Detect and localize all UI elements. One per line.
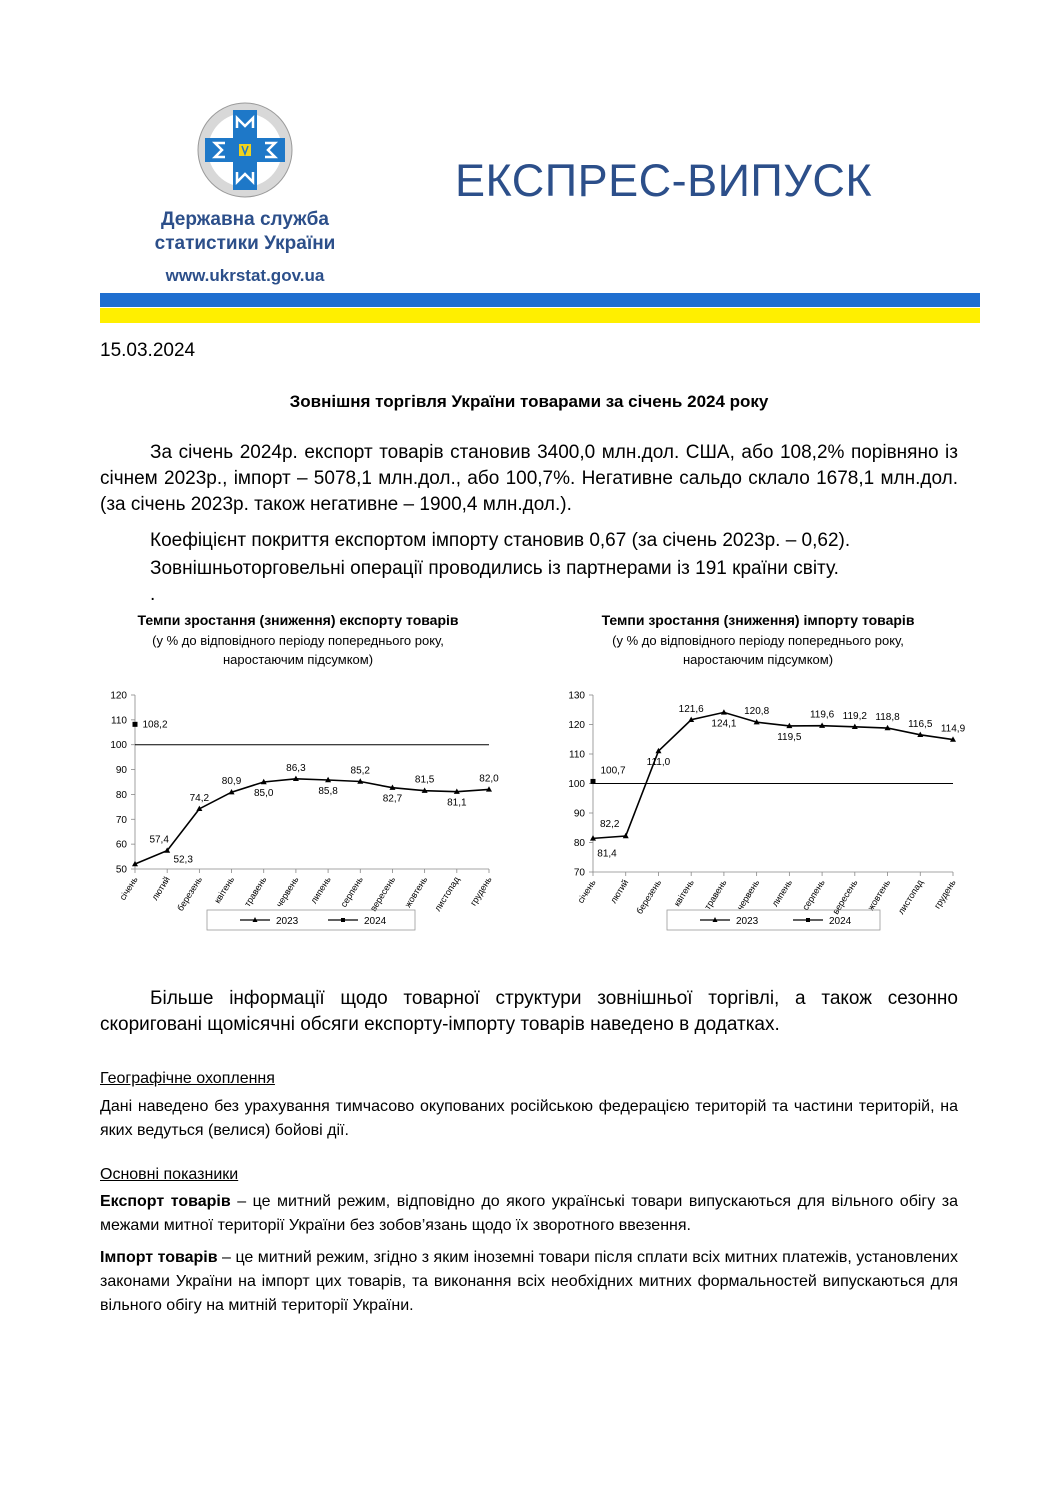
x-tick-label: грудень xyxy=(932,877,958,911)
y-tick-label: 70 xyxy=(573,867,585,879)
export-definition-text: – це митний режим, відповідно до якого українські товари випускаються для вільного обігу за межами митної території України без зобов’язань щодо їх зворотного ввезення. xyxy=(100,1193,959,1234)
data-label: 111,0 xyxy=(646,757,671,769)
flag-stripe-blue xyxy=(100,293,980,307)
partners-paragraph: Зовнішньоторговельні операції проводились із партнерами із 191 країни світу. xyxy=(150,558,839,579)
y-tick-label: 50 xyxy=(115,864,127,876)
website-link[interactable]: www.ukrstat.gov.ua xyxy=(165,266,325,285)
more-info-paragraph: Більше інформації щодо товарної структури зовнішньої торгівлі, а також сезонно скориговані щомісячні обсяги експорту-імпорту товарів наведено в додатках. xyxy=(100,988,958,1035)
x-tick-label: листопад xyxy=(432,874,462,914)
data-label: 81,4 xyxy=(597,848,617,860)
import-definition-text: – це митний режим, згідно з яким іноземні товари після сплати всіх митних платежів, установлених законами України на імпорт цих товарів, та виконання всіх необхідних митних формальностей випускаються для вільного обігу на митній території України. xyxy=(100,1249,958,1314)
release-date: 15.03.2024 xyxy=(100,340,196,361)
data-label: 52,3 xyxy=(173,854,193,866)
data-label: 82,7 xyxy=(382,793,403,805)
export-term: Експорт товарів xyxy=(100,1193,231,1210)
stray-dot: . xyxy=(150,584,156,605)
coverage-ratio-paragraph: Коефіцієнт покриття експортом імпорту становив 0,67 (за січень 2023р. – 0,62). xyxy=(150,530,851,551)
data-label: 124,1 xyxy=(711,718,737,730)
data-label: 82,0 xyxy=(479,773,499,785)
x-tick-label: січень xyxy=(117,874,140,902)
y-tick-label: 90 xyxy=(115,765,127,777)
chart-title: Темпи зростання (зниження) експорту товарів xyxy=(137,612,459,628)
data-label: 108,2 xyxy=(142,719,168,731)
legend-label-2024: 2024 xyxy=(364,916,387,927)
y-tick-label: 80 xyxy=(573,838,585,849)
legend-label-2023: 2023 xyxy=(276,916,299,927)
indicators-heading: Основні показники xyxy=(100,1166,239,1183)
data-label: 121,6 xyxy=(678,703,704,715)
x-tick-label: липень xyxy=(308,874,333,906)
x-tick-label: липень xyxy=(769,877,795,909)
x-tick-label: жовтень xyxy=(865,877,893,913)
data-label: 119,2 xyxy=(842,710,867,722)
data-label: 57,4 xyxy=(149,834,169,846)
x-tick-label: вересень xyxy=(368,874,398,914)
org-name-line2: статистики України xyxy=(154,233,336,254)
x-tick-label: лютий xyxy=(149,874,172,903)
legend-marker-2024 xyxy=(806,918,810,922)
y-tick-label: 130 xyxy=(568,690,585,702)
data-label: 80,9 xyxy=(221,776,242,788)
data-label: 82,2 xyxy=(599,819,620,831)
y-tick-label: 90 xyxy=(573,808,585,820)
data-label: 119,5 xyxy=(777,731,802,743)
data-label: 100,7 xyxy=(600,765,626,777)
summary-paragraph: За січень 2024р. експорт товарів становив 3400,0 млн.дол. США, або 108,2% порівняно із січнем 2023р., імпорт – 5078,1 млн.дол., або 100,7%. Негативне сальдо склало 1678,1 млн.дол. (за січень 2023р. також негативне – 1900,4 млн.дол.). xyxy=(100,442,958,515)
document-title: Зовнішня торгівля України товарами за січень 2024 року xyxy=(289,392,769,411)
x-tick-label: листопад xyxy=(895,877,925,917)
flag-stripe-yellow xyxy=(100,308,980,323)
legend-label-2024: 2024 xyxy=(829,916,852,927)
chart-title: Темпи зростання (зниження) імпорту товарів xyxy=(601,612,915,628)
y-tick-label: 120 xyxy=(568,720,585,731)
y-tick-label: 80 xyxy=(115,789,127,801)
data-label: 120,8 xyxy=(744,706,770,718)
y-tick-label: 110 xyxy=(111,715,127,727)
geo-coverage-heading: Географічне охоплення xyxy=(100,1070,275,1087)
series-line-2023 xyxy=(135,779,489,864)
import-growth-chart xyxy=(560,606,966,938)
x-tick-label: травень xyxy=(242,874,269,909)
chart-subtitle-line1: (у % до відповідного періоду попереднього року, xyxy=(152,633,444,648)
x-tick-label: грудень xyxy=(468,874,494,908)
x-tick-label: серпень xyxy=(338,874,365,909)
x-tick-label: травень xyxy=(702,877,729,912)
x-tick-label: січень xyxy=(575,877,598,905)
import-definition xyxy=(100,1246,958,1318)
data-label: 116,5 xyxy=(908,718,933,730)
data-label: 114,9 xyxy=(940,723,966,735)
x-tick-label: червень xyxy=(734,877,762,912)
point-2024 xyxy=(133,722,138,727)
x-tick-label: вересень xyxy=(830,877,860,917)
data-label: 85,2 xyxy=(350,765,371,777)
export-definition xyxy=(100,1190,958,1238)
legend-label-2023: 2023 xyxy=(736,916,759,927)
chart-subtitle-line2: наростаючим підсумком) xyxy=(682,652,834,667)
data-label: 74,2 xyxy=(189,792,210,804)
geo-coverage-text: Дані наведено без урахування тимчасово окупованих російською федерацією територій та частини територій, на яких ведуться (велися) бойові дії. xyxy=(100,1098,958,1139)
y-tick-label: 120 xyxy=(110,690,127,702)
release-type-title: ЕКСПРЕС-ВИПУСК xyxy=(455,155,873,206)
y-tick-label: 60 xyxy=(115,839,127,851)
x-tick-label: квітень xyxy=(212,874,237,905)
chart-subtitle-line2: наростаючим підсумком) xyxy=(222,652,374,667)
point-2023 xyxy=(721,709,727,714)
org-name-line1: Державна служба xyxy=(161,209,329,230)
data-label: 119,6 xyxy=(809,709,835,721)
ukrstat-logo xyxy=(195,100,295,200)
legend-marker-2024 xyxy=(341,918,345,922)
data-label: 85,0 xyxy=(253,788,274,799)
data-label: 81,1 xyxy=(447,797,467,809)
y-tick-label: 70 xyxy=(115,814,127,826)
data-label: 85,8 xyxy=(318,786,338,798)
import-term: Імпорт товарів xyxy=(100,1249,218,1266)
y-tick-label: 100 xyxy=(110,740,127,752)
x-tick-label: червень xyxy=(274,874,301,909)
x-tick-label: серпень xyxy=(800,877,827,912)
x-tick-label: лютий xyxy=(608,877,631,906)
organization-name xyxy=(100,208,390,256)
point-2024 xyxy=(591,779,596,784)
y-tick-label: 100 xyxy=(568,779,585,790)
y-tick-label: 110 xyxy=(569,749,585,761)
data-label: 86,3 xyxy=(286,762,306,774)
x-tick-label: березень xyxy=(634,877,664,916)
x-tick-label: квітень xyxy=(671,877,696,908)
x-tick-label: жовтень xyxy=(402,874,430,910)
data-label: 118,8 xyxy=(875,712,900,724)
x-tick-label: березень xyxy=(175,874,205,913)
data-label: 81,5 xyxy=(414,774,435,786)
chart-subtitle-line1: (у % до відповідного періоду попереднього року, xyxy=(612,633,904,648)
export-growth-chart xyxy=(100,606,505,938)
